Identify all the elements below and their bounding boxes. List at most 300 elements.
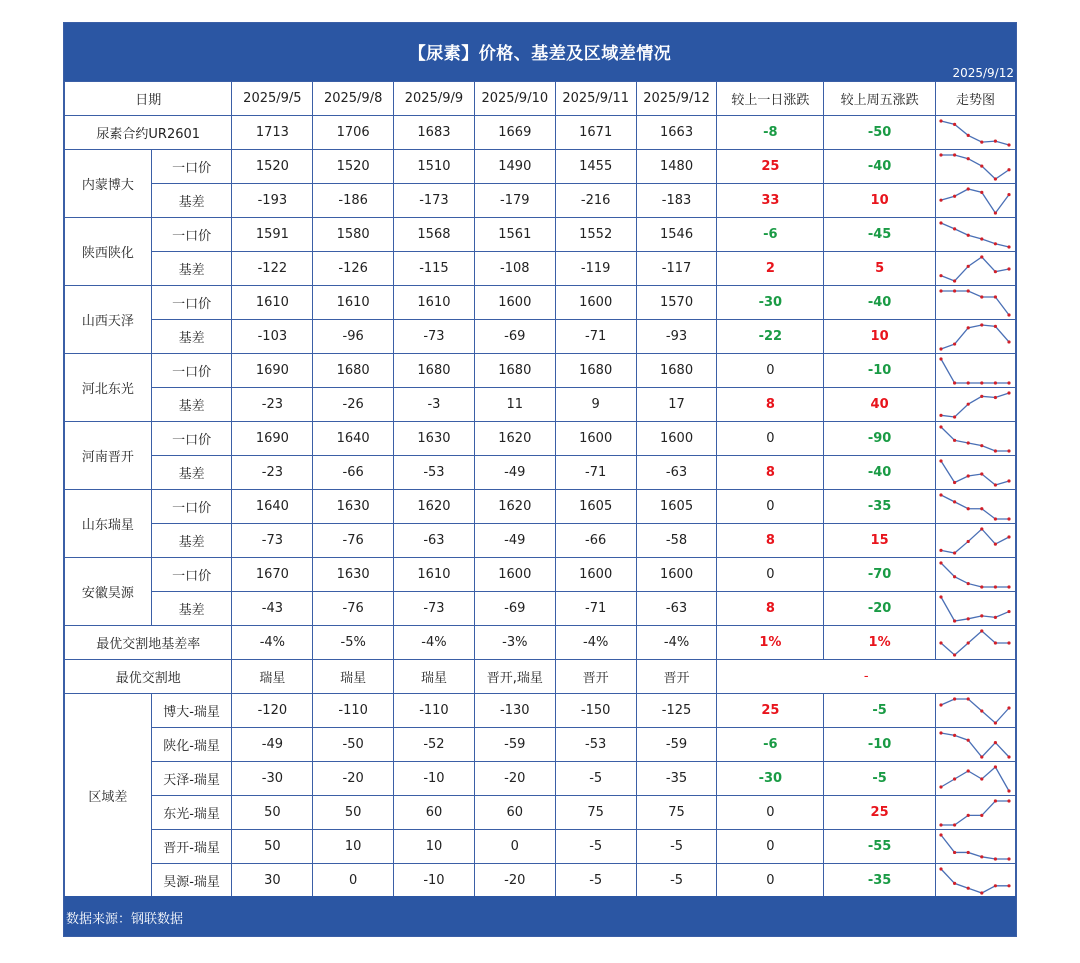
spread-row [65, 864, 1016, 898]
change-day-cell: -6 [717, 218, 824, 252]
sparkline-point [939, 413, 942, 416]
sparkline-point [967, 233, 970, 236]
sparkline-line [941, 325, 1009, 349]
sparkline-point [939, 274, 942, 277]
change-day-header: 较上一日涨跌 [717, 82, 824, 116]
change-day-cell: -8 [717, 116, 824, 150]
value-cell: 1620 [394, 490, 475, 524]
value-cell: 瑞星 [232, 660, 313, 694]
sparkline-point [939, 425, 942, 428]
sparkline-line [941, 393, 1009, 417]
value-cell: -122 [232, 252, 313, 286]
value-cell: 17 [636, 388, 717, 422]
change-week-cell: 40 [824, 388, 936, 422]
value-cell: 30 [232, 864, 313, 898]
sparkline-point [980, 507, 983, 510]
sparkline-point [953, 881, 956, 884]
region-basis-row [65, 252, 1016, 286]
sparkline-point [1007, 799, 1010, 802]
sparkline-line [941, 257, 1009, 281]
sparkline-point [953, 500, 956, 503]
value-cell: -5 [636, 830, 717, 864]
trend-sparkline [935, 218, 1015, 252]
value-cell: 1570 [636, 286, 717, 320]
change-day-cell: -30 [717, 762, 824, 796]
value-cell: 1480 [636, 150, 717, 184]
sparkline-line [941, 801, 1009, 825]
value-cell: -183 [636, 184, 717, 218]
sparkline-chart [936, 695, 1014, 727]
sparkline-point [1007, 884, 1010, 887]
value-cell: -66 [555, 524, 636, 558]
sparkline-point [953, 551, 956, 554]
value-cell: 1706 [313, 116, 394, 150]
sparkline-point [967, 326, 970, 329]
price-basis-sheet [63, 22, 1017, 937]
value-cell: 1600 [474, 286, 555, 320]
value-cell: -43 [232, 592, 313, 626]
value-cell: 1600 [555, 286, 636, 320]
sparkline-point [953, 194, 956, 197]
value-cell: 1610 [394, 558, 475, 592]
value-cell: -63 [636, 456, 717, 490]
trend-sparkline [935, 286, 1015, 320]
value-cell: -69 [474, 592, 555, 626]
change-week-cell: 15 [824, 524, 936, 558]
sparkline-point [953, 415, 956, 418]
data-table [64, 81, 1016, 898]
value-cell: -130 [474, 694, 555, 728]
value-cell: 0 [474, 830, 555, 864]
value-cell: -71 [555, 456, 636, 490]
sparkline-point [967, 157, 970, 160]
sparkline-line [941, 733, 1009, 757]
sparkline-point [953, 697, 956, 700]
sparkline-chart [936, 627, 1014, 659]
sparkline-chart [936, 253, 1014, 285]
sparkline-point [953, 342, 956, 345]
best-delivery-label: 最优交割地 [65, 660, 232, 694]
value-cell: -26 [313, 388, 394, 422]
footer-bar [64, 896, 1016, 936]
price-label: 一口价 [151, 422, 232, 456]
value-cell: -120 [232, 694, 313, 728]
change-day-cell: 0 [717, 490, 824, 524]
value-cell: 1680 [555, 354, 636, 388]
value-cell: -73 [394, 592, 475, 626]
sparkline-point [953, 733, 956, 736]
price-label: 一口价 [151, 490, 232, 524]
sparkline-point [980, 140, 983, 143]
region-name: 内蒙博大 [65, 150, 152, 218]
change-day-cell: 25 [717, 150, 824, 184]
sparkline-point [1007, 313, 1010, 316]
change-day-cell: -30 [717, 286, 824, 320]
sparkline-line [941, 359, 1009, 383]
sparkline-chart [936, 763, 1014, 795]
sparkline-point [980, 394, 983, 397]
sparkline-point [953, 850, 956, 853]
sparkline-point [939, 493, 942, 496]
sparkline-point [994, 542, 997, 545]
value-cell: -5 [555, 762, 636, 796]
sparkline-point [994, 395, 997, 398]
value-cell: -150 [555, 694, 636, 728]
sparkline-point [994, 884, 997, 887]
value-cell: -73 [394, 320, 475, 354]
sparkline-chart [936, 865, 1014, 897]
sparkline-point [939, 459, 942, 462]
trend-sparkline [935, 830, 1015, 864]
change-day-cell: 0 [717, 830, 824, 864]
trend-sparkline [935, 184, 1015, 218]
value-cell: -126 [313, 252, 394, 286]
sparkline-chart [936, 185, 1014, 217]
sparkline-point [939, 357, 942, 360]
sparkline-point [1007, 245, 1010, 248]
sparkline-point [980, 891, 983, 894]
sparkline-line [941, 597, 1009, 621]
contract-label: 尿素合约UR2601 [65, 116, 232, 150]
sparkline-point [994, 211, 997, 214]
sparkline-chart [936, 151, 1014, 183]
value-cell: 1680 [313, 354, 394, 388]
price-label: 一口价 [151, 558, 232, 592]
value-cell: -4% [555, 626, 636, 660]
region-price-row [65, 422, 1016, 456]
date-column-header: 2025/9/9 [394, 82, 475, 116]
sparkline-point [980, 295, 983, 298]
sparkline-line [941, 427, 1009, 451]
trend-sparkline [935, 558, 1015, 592]
sparkline-chart [936, 797, 1014, 829]
sparkline-line [941, 155, 1009, 179]
value-cell: 9 [555, 388, 636, 422]
sparkline-chart [936, 593, 1014, 625]
value-cell: -20 [474, 864, 555, 898]
spread-row [65, 762, 1016, 796]
change-week-cell: -50 [824, 116, 936, 150]
change-week-cell: -45 [824, 218, 936, 252]
sparkline-point [939, 703, 942, 706]
trend-sparkline [935, 524, 1015, 558]
date-column-header: 2025/9/8 [313, 82, 394, 116]
value-cell: -4% [394, 626, 475, 660]
value-cell: 0 [313, 864, 394, 898]
change-week-cell: -5 [824, 762, 936, 796]
sparkline-point [953, 153, 956, 156]
sparkline-point [953, 777, 956, 780]
sparkline-line [941, 189, 1009, 213]
value-cell: 1600 [636, 558, 717, 592]
sparkline-point [939, 731, 942, 734]
value-cell: -103 [232, 320, 313, 354]
value-cell: 1620 [474, 422, 555, 456]
value-cell: -23 [232, 456, 313, 490]
header-row [65, 82, 1016, 116]
value-cell: 瑞星 [394, 660, 475, 694]
value-cell: -69 [474, 320, 555, 354]
data-source: 数据来源：钢联数据 [66, 912, 184, 927]
sparkline-chart [936, 389, 1014, 421]
region-basis-row [65, 388, 1016, 422]
sparkline-point [939, 153, 942, 156]
date-column-header: 2025/9/5 [232, 82, 313, 116]
value-cell: -110 [313, 694, 394, 728]
value-cell: -59 [474, 728, 555, 762]
change-day-cell: -6 [717, 728, 824, 762]
change-week-cell: -40 [824, 456, 936, 490]
change-week-cell: -10 [824, 728, 936, 762]
sparkline-point [967, 641, 970, 644]
value-cell: 1568 [394, 218, 475, 252]
sparkline-point [939, 561, 942, 564]
spread-label: 晋开-瑞星 [151, 830, 232, 864]
sparkline-point [939, 833, 942, 836]
value-cell: -110 [394, 694, 475, 728]
sparkline-point [994, 765, 997, 768]
value-cell: 60 [474, 796, 555, 830]
sparkline-point [1007, 789, 1010, 792]
change-day-cell: 33 [717, 184, 824, 218]
sparkline-point [939, 785, 942, 788]
value-cell: 1690 [232, 422, 313, 456]
sparkline-chart [936, 491, 1014, 523]
date-column-header: 2025/9/11 [555, 82, 636, 116]
sparkline-point [994, 857, 997, 860]
sparkline-line [941, 529, 1009, 553]
change-day-cell: 1% [717, 626, 824, 660]
sparkline-point [967, 769, 970, 772]
value-cell: 1600 [555, 558, 636, 592]
value-cell: 1683 [394, 116, 475, 150]
value-cell: -20 [313, 762, 394, 796]
change-week-cell: -70 [824, 558, 936, 592]
sparkline-point [967, 697, 970, 700]
basis-label: 基差 [151, 524, 232, 558]
change-day-cell: 8 [717, 592, 824, 626]
best-delivery-row [65, 660, 1016, 694]
value-cell: -59 [636, 728, 717, 762]
sparkline-point [994, 641, 997, 644]
sparkline-point [980, 585, 983, 588]
value-cell: 11 [474, 388, 555, 422]
value-cell: 1670 [232, 558, 313, 592]
sparkline-point [939, 548, 942, 551]
value-cell: -73 [232, 524, 313, 558]
value-cell: -115 [394, 252, 475, 286]
spread-label: 东光-瑞星 [151, 796, 232, 830]
sparkline-point [953, 227, 956, 230]
value-cell: 1680 [474, 354, 555, 388]
value-cell: -186 [313, 184, 394, 218]
value-cell: 1671 [555, 116, 636, 150]
change-week-cell: 10 [824, 184, 936, 218]
basis-label: 基差 [151, 592, 232, 626]
sparkline-point [994, 615, 997, 618]
best-delivery-note: - [717, 660, 1016, 694]
sparkline-point [1007, 755, 1010, 758]
change-day-cell: 8 [717, 524, 824, 558]
trend-sparkline [935, 422, 1015, 456]
value-cell: 1630 [313, 558, 394, 592]
spread-row [65, 728, 1016, 762]
sparkline-chart [936, 831, 1014, 863]
sparkline-point [1007, 585, 1010, 588]
value-cell: 1546 [636, 218, 717, 252]
trend-sparkline [935, 354, 1015, 388]
value-cell: 1490 [474, 150, 555, 184]
trend-sparkline [935, 150, 1015, 184]
change-day-cell: 8 [717, 456, 824, 490]
value-cell: -3 [394, 388, 475, 422]
sparkline-chart [936, 287, 1014, 319]
change-week-cell: -5 [824, 694, 936, 728]
sparkline-point [980, 190, 983, 193]
sparkline-point [967, 133, 970, 136]
sparkline-point [980, 323, 983, 326]
trend-header: 走势图 [935, 82, 1015, 116]
value-cell: 50 [232, 830, 313, 864]
value-cell: -71 [555, 320, 636, 354]
change-week-cell: 25 [824, 796, 936, 830]
sparkline-point [939, 641, 942, 644]
spread-row [65, 694, 1016, 728]
sparkline-point [953, 480, 956, 483]
spread-group-label: 区域差 [65, 694, 152, 898]
value-cell: -10 [394, 762, 475, 796]
sparkline-point [994, 242, 997, 245]
sparkline-point [994, 381, 997, 384]
change-day-cell: 0 [717, 558, 824, 592]
spread-label: 天泽-瑞星 [151, 762, 232, 796]
value-cell: 1610 [232, 286, 313, 320]
change-day-cell: 0 [717, 354, 824, 388]
value-cell: -3% [474, 626, 555, 660]
value-cell: 1520 [232, 150, 313, 184]
change-day-cell: 8 [717, 388, 824, 422]
sparkline-point [953, 619, 956, 622]
trend-sparkline [935, 252, 1015, 286]
sparkline-point [994, 741, 997, 744]
value-cell: 1690 [232, 354, 313, 388]
sparkline-chart [936, 729, 1014, 761]
value-cell: 1580 [313, 218, 394, 252]
change-day-cell: 2 [717, 252, 824, 286]
sparkline-line [941, 461, 1009, 485]
sparkline-point [967, 474, 970, 477]
sparkline-point [1007, 143, 1010, 146]
region-price-row [65, 150, 1016, 184]
change-week-cell: 10 [824, 320, 936, 354]
value-cell: -5 [555, 864, 636, 898]
spread-label: 陕化-瑞星 [151, 728, 232, 762]
change-day-cell: 0 [717, 422, 824, 456]
sparkline-point [967, 886, 970, 889]
sparkline-point [980, 472, 983, 475]
change-week-cell: -35 [824, 490, 936, 524]
sparkline-point [967, 289, 970, 292]
value-cell: 1610 [394, 286, 475, 320]
value-cell: -108 [474, 252, 555, 286]
sparkline-chart [936, 559, 1014, 591]
trend-sparkline [935, 694, 1015, 728]
basis-label: 基差 [151, 320, 232, 354]
value-cell: -49 [232, 728, 313, 762]
value-cell: 10 [313, 830, 394, 864]
sparkline-line [941, 699, 1009, 723]
value-cell: -173 [394, 184, 475, 218]
basis-label: 基差 [151, 388, 232, 422]
region-name: 山西天泽 [65, 286, 152, 354]
sparkline-chart [936, 525, 1014, 557]
sparkline-point [939, 867, 942, 870]
value-cell: 晋开,瑞星 [474, 660, 555, 694]
value-cell: 1600 [555, 422, 636, 456]
sparkline-point [980, 164, 983, 167]
value-cell: -5 [555, 830, 636, 864]
sparkline-point [994, 483, 997, 486]
region-basis-row [65, 320, 1016, 354]
date-header: 日期 [65, 82, 232, 116]
sparkline-line [941, 495, 1009, 519]
sparkline-point [994, 585, 997, 588]
sparkline-point [994, 721, 997, 724]
region-name: 山东瑞星 [65, 490, 152, 558]
value-cell: -71 [555, 592, 636, 626]
change-week-cell: -40 [824, 150, 936, 184]
sparkline-point [967, 850, 970, 853]
value-cell: 晋开 [555, 660, 636, 694]
sparkline-point [1007, 609, 1010, 612]
sparkline-point [1007, 479, 1010, 482]
sparkline-line [941, 121, 1009, 145]
region-basis-row [65, 592, 1016, 626]
basis-rate-label: 最优交割地基差率 [65, 626, 232, 660]
value-cell: -96 [313, 320, 394, 354]
value-cell: 1552 [555, 218, 636, 252]
value-cell: 瑞星 [313, 660, 394, 694]
value-cell: -117 [636, 252, 717, 286]
value-cell: -179 [474, 184, 555, 218]
region-price-row [65, 286, 1016, 320]
value-cell: -63 [636, 592, 717, 626]
sparkline-chart [936, 457, 1014, 489]
sparkline-point [994, 517, 997, 520]
value-cell: 1520 [313, 150, 394, 184]
trend-sparkline [935, 388, 1015, 422]
sparkline-point [953, 823, 956, 826]
value-cell: 60 [394, 796, 475, 830]
value-cell: -119 [555, 252, 636, 286]
sparkline-point [939, 823, 942, 826]
change-week-cell: 1% [824, 626, 936, 660]
sparkline-line [941, 631, 1009, 655]
sparkline-point [980, 755, 983, 758]
value-cell: -63 [394, 524, 475, 558]
value-cell: 1630 [394, 422, 475, 456]
value-cell: 1630 [313, 490, 394, 524]
sparkline-point [953, 653, 956, 656]
value-cell: 1591 [232, 218, 313, 252]
sparkline-point [994, 799, 997, 802]
region-name: 陕西陕化 [65, 218, 152, 286]
price-label: 一口价 [151, 354, 232, 388]
change-day-cell: 25 [717, 694, 824, 728]
value-cell: -5% [313, 626, 394, 660]
sparkline-point [967, 813, 970, 816]
change-week-cell: -40 [824, 286, 936, 320]
